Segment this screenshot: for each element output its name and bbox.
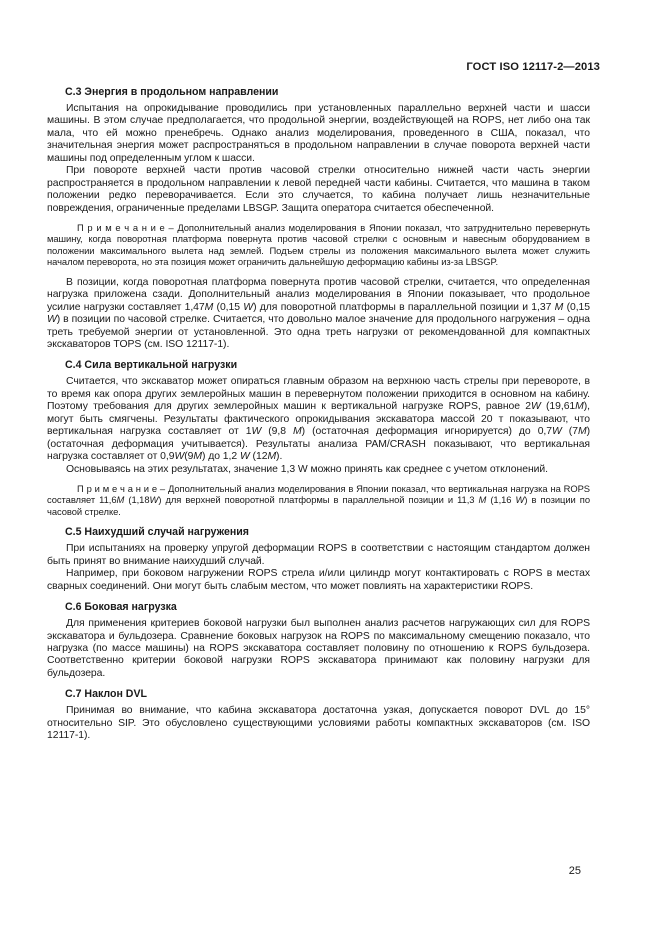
text-run: Например, при боковом нагружении ROPS стрела и/или цилиндр могут контактировать с ROPS в местах сварных соединений. Они могут быть слабым местом, что может повлиять на характеристики ROPS. [47, 568, 590, 592]
text-run: M [575, 401, 584, 413]
text-run: (0,15 [563, 301, 591, 313]
text-run: M [116, 494, 125, 506]
body-paragraph [47, 103, 590, 165]
text-run: W [251, 426, 262, 438]
body-paragraph [47, 705, 590, 742]
body-paragraph [47, 568, 590, 593]
text-run: Испытания на опрокидывание проводились при установленных параллельно верхней части и шасси машины. В этом случае предполагается, что продольной энергии, воздействующей на ROPS, нет либо она так мала, что ей можно пренебречь. Однако анализ моделирования, проведенного в США, показал, что значительная энергия может распространяться в продольном направлении в случае поворота верхней части машины под определенным углом к шасси. [47, 103, 590, 164]
body-paragraph [47, 376, 590, 463]
text-run: W [530, 401, 541, 413]
text-run: (1,18 [124, 494, 150, 506]
text-run: ). [276, 451, 283, 463]
text-run: W [515, 494, 525, 506]
document-content [47, 86, 590, 743]
text-run: В позиции, когда поворотная платформа повернута против часовой стрелки, считается, что определенная нагрузка приложена сзади. Дополнительный анализ моделирования в Японии показывает, что продольное усилие нагрузки составляет 1,47 [47, 276, 590, 313]
text-run: M [478, 494, 487, 506]
body-paragraph [47, 277, 590, 352]
text-run: W [239, 451, 250, 463]
page-number: 25 [568, 865, 581, 877]
running-header: ГОСТ ISO 12117-2—2013 [466, 61, 600, 73]
document-section [47, 688, 590, 742]
text-run: ) для верхней поворотной платформы в параллельной позиции и 11,3 [158, 494, 479, 506]
text-run: ) для поворотной платформы в параллельной позиции и 1,37 [253, 301, 555, 313]
text-run: Основываясь на этих результатах, значение 1,3 W можно принять как среднее с учетом отклонений. [66, 463, 548, 475]
text-run: ) в позиции по часовой стрелке. [47, 494, 590, 517]
text-run: (9,8 [261, 426, 293, 438]
text-run: ) до 1,2 [201, 451, 240, 463]
text-run: W [243, 301, 254, 313]
text-run: (1,16 [486, 494, 516, 506]
text-run: M [554, 301, 564, 313]
document-section [47, 86, 590, 351]
text-run: ), могут быть смягчены. Результаты фактического опрокидывания экскаватора массой 20 т показывают, что вертикальная нагрузка составляет от 1 [47, 401, 591, 438]
section-heading: C.6 Боковая нагрузка [65, 601, 177, 614]
text-run: ) в позиции по часовой стрелке. Считается, что довольно малое значение для продольного нагружения – одна треть требуемой энергии от установленной. Это одна треть нагрузки от рекомендованной для компактных экскаваторов TOPS (см. ISO 12117-1). [47, 314, 590, 350]
text-run: Считается, что экскаватор может опираться главным образом на верхнюю часть стрелы при перевороте, в то время как опора других землеройных машин в перевернутом положении приходится в основном на кабину. Поэтому требования для других землеройных машин к вертикальной нагрузке ROPS, равное 2 [47, 376, 590, 413]
body-paragraph [47, 464, 590, 476]
text-run: ) (остаточная деформация учитывается). Результаты анализа PAM/CRASH показывают, что вертикальная нагрузка составляет от 0,9 [47, 426, 590, 463]
text-run: (9 [184, 451, 194, 463]
note-paragraph [47, 222, 590, 268]
section-heading: C.7 Наклон DVL [65, 688, 147, 701]
text-run: При испытаниях на проверку упругой деформации ROPS в соответствии с настоящим стандартом должен быть принят во внимание наихудший случай. [47, 543, 590, 567]
text-run: Для применения критериев боковой нагрузки был выполнен анализ расчетов нагружающих сил для ROPS экскаватора и бульдозера. Сравнение боковых нагрузок на ROPS по максимальному смещению показало, что нагрузка (по массе машины) на ROPS экскаватора составляет половину по отношению к ROPS бульдозера. Соответственно критерии боковой нагрузки ROPS экскаватора принимают как половину нагрузки для бульдозера. [47, 618, 590, 679]
text-run: W [149, 494, 159, 506]
text-run: Принимая во внимание, что кабина экскаватора достаточна узкая, допускается поворот DVL до 15° относительно SIP. Это обусловлено существующими условиями работы компактных экскаваторов (см. ISO 12117-1). [47, 705, 590, 742]
document-section [47, 359, 590, 517]
text-run: При повороте верхней части против часовой стрелки относительно нижней части часть энергии распространяется в продольном направлении к левой передней части кабины. Считается, что машина в таком положении редко переворачивается. Если это случается, то кабина получает лишь незначительные повреждения, ограниченные пределами LBSGP. Защита оператора считается обеспеченной. [47, 165, 590, 214]
text-run: W [552, 426, 562, 438]
document-section [47, 526, 590, 593]
section-heading: C.4 Сила вертикальной нагрузки [65, 359, 238, 372]
text-run: (12 [249, 451, 268, 463]
text-run: M [204, 301, 214, 313]
text-run: W [174, 451, 185, 463]
text-run: П р и м е ч а н и е – Дополнительный анализ моделирования в Японии показал, что вертикальная нагрузка на ROPS составляет 11,6 [47, 483, 590, 506]
section-heading: C.3 Энергия в продольном направлении [65, 86, 279, 98]
text-run: (7 [561, 426, 578, 438]
text-run: W [47, 314, 57, 326]
text-run: M [267, 451, 277, 463]
text-run: M [193, 451, 202, 463]
text-run: П р и м е ч а н и е – Дополнительный анализ моделирования в Японии показал, что затруднительно перевернуть машину, когда поворотная платформа повернута против часовой стрелки с основным и навесным оборудованием в положении максимального вылета над землей. Подъем стрелы из положения максимального вылета может служить началом переворота, но эта позиция может ограничить дальнейшую деформацию кабины из-за LBSGP. [47, 222, 590, 268]
body-paragraph [47, 165, 590, 215]
document-section [47, 601, 590, 680]
body-paragraph [47, 618, 590, 680]
section-heading: C.5 Наихудший случай нагружения [65, 526, 249, 539]
text-run: M [577, 426, 587, 438]
body-paragraph [47, 543, 590, 568]
text-run: M [293, 426, 302, 438]
note-paragraph [47, 483, 590, 517]
text-run: ) (остаточная деформация игнорируется) до 0,7 [301, 426, 552, 438]
text-run: (19,61 [540, 401, 576, 413]
text-run: (0,15 [213, 301, 244, 313]
